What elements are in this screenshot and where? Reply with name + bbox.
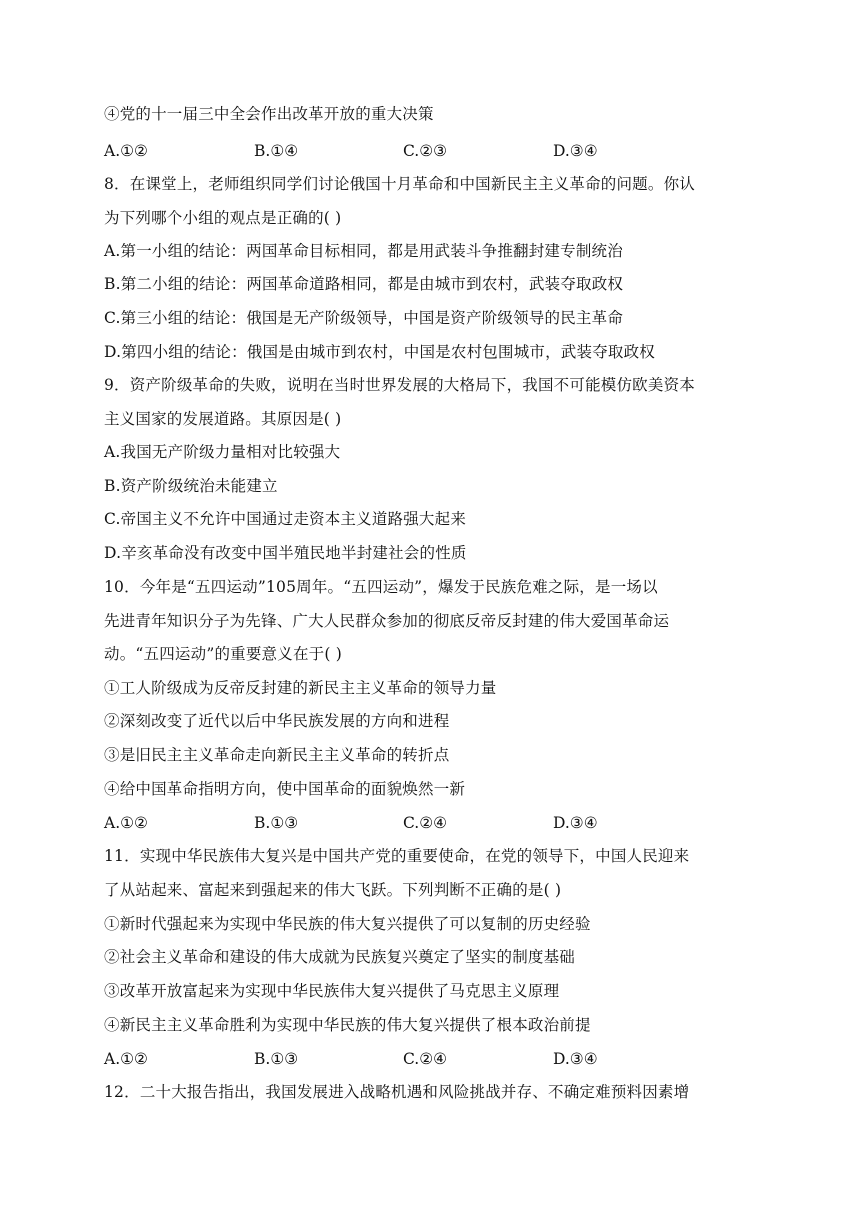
q10-option-a: A.①② (104, 814, 148, 832)
q7-option-a: A.①② (104, 142, 148, 160)
q11-stem-line-2: 了从站起来、富起来到强起来的伟大飞跃。下列判断不正确的是( ) (104, 881, 562, 899)
q11-stem-line-1: 11．实现中华民族伟大复兴是中国共产党的重要使命，在党的领导下，中国人民迎来 (104, 847, 690, 865)
q10-stem-line-2: 先进青年知识分子为先锋、广大人民群众参加的彻底反帝反封建的伟大爱国革命运 (104, 612, 670, 630)
q10-options (104, 812, 764, 834)
q7-option-b: B.①④ (254, 142, 299, 160)
q12-stem-line-1: 12．二十大报告指出，我国发展进入战略机遇和风险挑战并存、不确定难预料因素增 (104, 1083, 690, 1101)
q9-option-d: D.辛亥革命没有改变中国半殖民地半封建社会的性质 (104, 544, 467, 562)
q8-stem-line-1: 8．在课堂上，老师组织同学们讨论俄国十月革命和中国新民主主义革命的问题。你认 (104, 175, 695, 193)
q11-statement-3: ③改革开放富起来为实现中华民族伟大复兴提供了马克思主义原理 (104, 982, 560, 1000)
q9-option-b: B.资产阶级统治未能建立 (104, 477, 278, 495)
q10-statement-3: ③是旧民主主义革命走向新民主主义革命的转折点 (104, 746, 450, 764)
q8-option-b: B.第二小组的结论：两国革命道路相同，都是由城市到农村，武装夺取政权 (104, 275, 624, 293)
q8-option-c: C.第三小组的结论：俄国是无产阶级领导，中国是资产阶级领导的民主革命 (104, 309, 624, 327)
q11-statement-4: ④新民主主义革命胜利为实现中华民族的伟大复兴提供了根本政治前提 (104, 1016, 591, 1034)
q11-option-a: A.①② (104, 1050, 148, 1068)
q8-option-a: A.第一小组的结论：两国革命目标相同，都是用武装斗争推翻封建专制统治 (104, 242, 623, 260)
q10-statement-2: ②深刻改变了近代以后中华民族发展的方向和进程 (104, 712, 450, 730)
q10-statement-4: ④给中国革命指明方向，使中国革命的面貌焕然一新 (104, 780, 466, 798)
q11-option-d: D.③④ (553, 1050, 598, 1068)
q10-stem-line-3: 动。“五四运动”的重要意义在于( ) (104, 645, 342, 663)
q11-option-b: B.①③ (254, 1050, 299, 1068)
q9-option-c: C.帝国主义不允许中国通过走资本主义道路强大起来 (104, 510, 467, 528)
q9-option-a: A.我国无产阶级力量相对比较强大 (104, 443, 341, 461)
q10-statement-1: ①工人阶级成为反帝反封建的新民主主义革命的领导力量 (104, 679, 497, 697)
q8-option-d: D.第四小组的结论：俄国是由城市到农村，中国是农村包围城市，武装夺取政权 (104, 343, 656, 361)
q7-option-d: D.③④ (553, 142, 598, 160)
q10-option-c: C.②④ (403, 814, 448, 832)
q8-stem-line-2: 为下列哪个小组的观点是正确的( ) (104, 209, 342, 227)
q11-statement-1: ①新时代强起来为实现中华民族的伟大复兴提供了可以复制的历史经验 (104, 915, 591, 933)
q9-stem-line-2: 主义国家的发展道路。其原因是( ) (104, 410, 342, 428)
q11-option-c: C.②④ (403, 1050, 448, 1068)
q10-stem-line-1: 10．今年是“五四运动”105周年。“五四运动”，爆发于民族危难之际，是一场以 (104, 578, 658, 596)
q10-option-b: B.①③ (254, 814, 299, 832)
q7-option-c: C.②③ (403, 142, 448, 160)
q11-statement-2: ②社会主义革命和建设的伟大成就为民族复兴奠定了坚实的制度基础 (104, 948, 576, 966)
q9-stem-line-1: 9．资产阶级革命的失败，说明在当时世界发展的大格局下，我国不可能模仿欧美资本 (104, 376, 695, 394)
q10-option-d: D.③④ (553, 814, 598, 832)
q11-options (104, 1048, 764, 1070)
q7-statement-4: ④党的十一届三中全会作出改革开放的重大决策 (104, 105, 434, 123)
q7-options (104, 140, 764, 162)
